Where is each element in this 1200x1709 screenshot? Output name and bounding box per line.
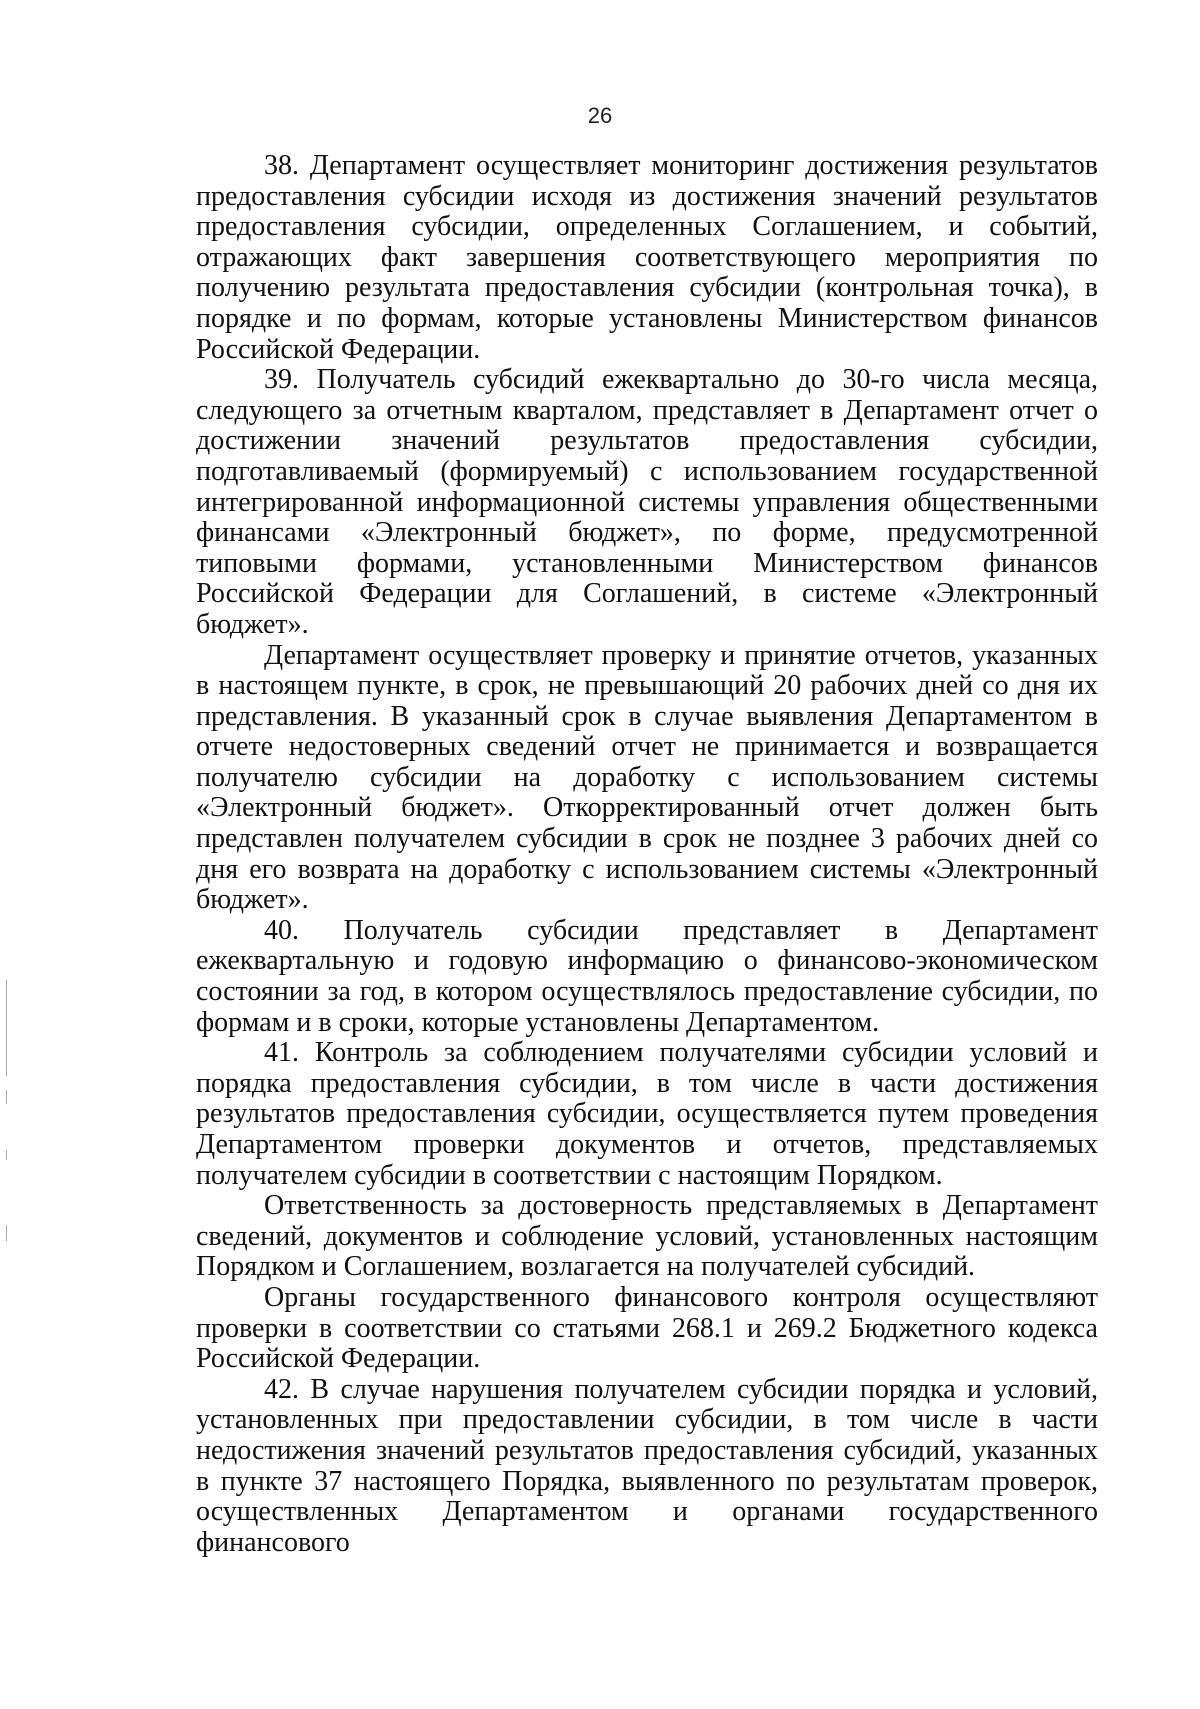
paragraph-41-control-bodies: Органы государственного финансового контроля осуществляют проверки в соответствии со статьями 268.1 и 269.2 Бюджетного кодекса Российской Федерации. (196, 1281, 1098, 1375)
paragraph-41-responsibility: Ответственность за достоверность представляемых в Департамент сведений, документов и соблюдение условий, установленных настоящим Порядком и Соглашением, возлагается на получателей субсидий. (196, 1190, 1098, 1283)
scan-artifact (6, 980, 7, 1076)
scan-artifact (6, 1090, 7, 1104)
paragraph-38: 38. Департамент осуществляет мониторинг достижения результатов предоставления субсидии исходя из достижения значений результатов предоставления субсидии, определенных Соглашением, и событий, отражающих факт завершения соответствующего мероприятия по получению результата предоставления субсидии (контрольная точка), в порядке и по формам, которые установлены Министерством финансов Российской Федерации. (196, 150, 1098, 365)
paragraph-41: 41. Контроль за соблюдением получателями субсидии условий и порядка предоставления субсидии, в том числе в части достижения результатов предоставления субсидии, осуществляется путем проведения Департаментом проверки документов и отчетов, представляемых получателем субсидии в соответствии с настоящим Порядком. (196, 1037, 1098, 1191)
paragraph-39-continuation: Департамент осуществляет проверку и принятие отчетов, указанных в настоящем пункте, в срок, не превышающий 20 рабочих дней со дня их представления. В указанный срок в случае выявления Департаментом в отчете недостоверных сведений отчет не принимается и возвращается получателю субсидии на доработку с использованием системы «Электронный бюджет». Откорректированный отчет должен быть представлен получателем субсидии в срок не позднее 3 рабочих дней со дня его возврата на доработку с использованием системы «Электронный бюджет». (196, 639, 1098, 916)
page-number: 26 (587, 103, 613, 128)
scan-artifact (6, 1150, 7, 1160)
document-body (196, 151, 1098, 1558)
paragraph-40: 40. Получатель субсидии представляет в Департамент ежеквартальную и годовую информацию о финансово-экономическом состоянии за год, в котором осуществлялось предоставление субсидии, по формам и в сроки, которые установлены Департаментом. (196, 914, 1098, 1038)
paragraph-39: 39. Получатель субсидий ежеквартально до 30-го числа месяца, следующего за отчетным кварталом, представляет в Департамент отчет о достижении значений результатов предоставления субсидии, подготавливаемый (формируемый) с использованием государственной интегрированной информационной системы управления общественными финансами «Электронный бюджет», по форме, предусмотренной типовыми формами, установленными Министерством финансов Российской Федерации для Соглашений, в системе «Электронный бюджет». (196, 364, 1098, 640)
scan-artifact (6, 1225, 7, 1241)
paragraph-42: 42. В случае нарушения получателем субсидии порядка и условий, установленных при предоставлении субсидии, в том числе в части недостижения значений результатов предоставления субсидий, указанных в пункте 37 настоящего Порядка, выявленного по результатам проверок, осуществленных Департаментом и органами государственного финансового (196, 1373, 1098, 1558)
